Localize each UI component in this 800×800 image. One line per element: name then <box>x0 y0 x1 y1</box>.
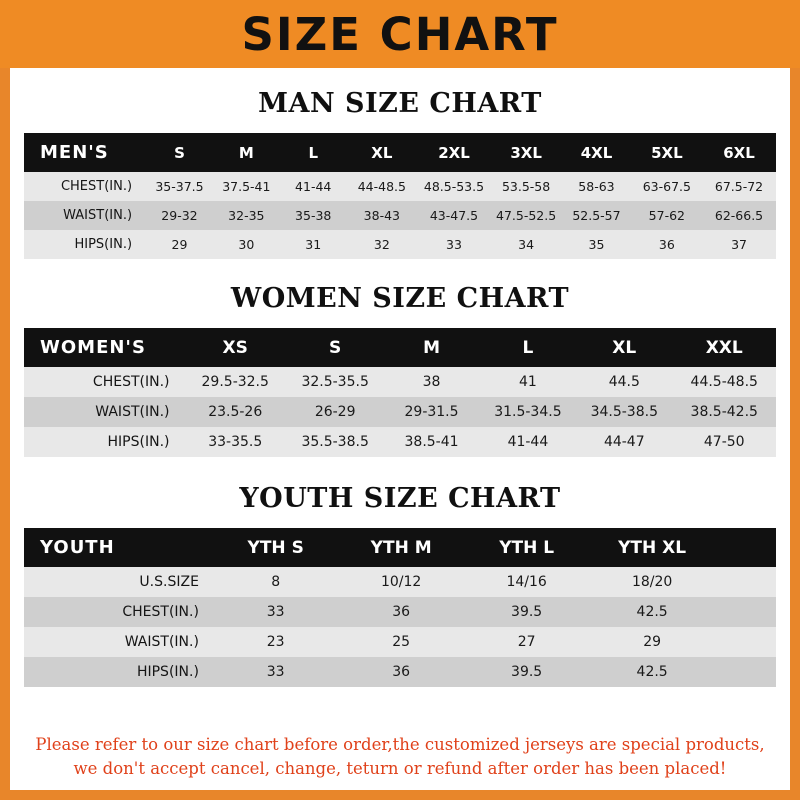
chart-content <box>10 68 790 723</box>
cell: 34 <box>518 237 535 252</box>
cell: 29-32 <box>161 208 198 223</box>
page-title: SIZE CHART <box>241 7 559 61</box>
cell: 41 <box>518 374 537 390</box>
cell: 33 <box>446 237 462 252</box>
cell: 47.5-52.5 <box>496 208 557 223</box>
women-table-header <box>24 328 776 367</box>
women-section-title: WOMEN SIZE CHART <box>230 283 570 314</box>
men-header-m: M <box>238 143 254 162</box>
cell: 38.5-42.5 <box>690 404 758 420</box>
cell: 30 <box>238 237 255 252</box>
cell: 38.5-41 <box>404 434 459 450</box>
cell: 31 <box>305 237 322 252</box>
cell: 42.5 <box>636 604 668 620</box>
cell: 57-62 <box>648 208 685 223</box>
women-header-xs: XS <box>222 337 248 358</box>
youth-header-label: YOUTH <box>40 537 115 558</box>
table-row <box>24 567 776 597</box>
cell: 32 <box>373 237 390 252</box>
women-header-s: S <box>329 337 342 358</box>
cell: 26-29 <box>314 404 356 420</box>
cell-spacer <box>715 597 776 627</box>
youth-table-body <box>24 567 776 687</box>
cell: 35-37.5 <box>155 179 204 194</box>
women-header-xl: XL <box>612 337 637 358</box>
women-header-l: L <box>522 337 534 358</box>
women-header-xxl: XXL <box>705 337 743 358</box>
row-label: HIPS(IN.) <box>107 434 170 450</box>
cell-spacer <box>715 627 776 657</box>
bottom-bar <box>0 790 800 800</box>
cell: 32-35 <box>228 208 265 223</box>
cell: 31.5-34.5 <box>494 404 562 420</box>
cell: 44-48.5 <box>357 179 406 194</box>
cell: 29 <box>171 237 188 252</box>
cell: 42.5 <box>636 664 668 680</box>
cell: 58-63 <box>578 179 615 194</box>
table-header-row <box>24 328 776 367</box>
table-row <box>24 597 776 627</box>
men-size-table <box>24 133 776 259</box>
cell: 29.5-32.5 <box>201 374 269 390</box>
cell: 38 <box>422 374 441 390</box>
footer-note <box>10 723 790 791</box>
cell: 37 <box>731 237 747 252</box>
row-label: U.S.SIZE <box>139 574 199 590</box>
table-header-row <box>24 133 776 172</box>
youth-header-spacer <box>715 528 776 567</box>
cell: 33-35.5 <box>208 434 263 450</box>
cell: 53.5-58 <box>501 179 551 194</box>
cell: 35 <box>588 237 605 252</box>
cell: 33 <box>266 604 285 620</box>
cell: 18/20 <box>631 574 673 590</box>
row-label: WAIST(IN.) <box>63 208 133 223</box>
women-header-label: WOMEN'S <box>40 337 146 358</box>
cell: 63-67.5 <box>642 179 691 194</box>
cell: 36 <box>392 664 411 680</box>
women-size-table <box>24 328 776 457</box>
row-label: CHEST(IN.) <box>92 374 170 390</box>
men-header-5xl: 5XL <box>651 143 683 162</box>
youth-header-ythM: YTH M <box>370 537 432 558</box>
cell-spacer <box>715 657 776 687</box>
cell: 23 <box>266 634 285 650</box>
footer-line-1: Please refer to our size chart before order,the customized jerseys are special products, <box>35 734 765 754</box>
men-header-label: MEN'S <box>40 142 109 163</box>
table-row <box>24 627 776 657</box>
row-label: HIPS(IN.) <box>74 237 133 252</box>
men-header-6xl: 6XL <box>723 143 755 162</box>
footer-line-2: we don't accept cancel, change, teturn or refund after order has been placed! <box>73 759 727 779</box>
row-label: CHEST(IN.) <box>60 179 133 194</box>
table-row <box>24 397 776 427</box>
cell: 29-31.5 <box>404 404 459 420</box>
cell: 33 <box>266 664 285 680</box>
cell: 41-44 <box>295 179 332 194</box>
youth-header-ythL: YTH L <box>499 537 555 558</box>
men-table-body <box>24 172 776 259</box>
cell: 39.5 <box>511 664 543 680</box>
men-header-2xl: 2XL <box>438 143 470 162</box>
cell: 35.5-38.5 <box>301 434 369 450</box>
cell: 27 <box>517 634 536 650</box>
cell: 39.5 <box>511 604 543 620</box>
men-header-3xl: 3XL <box>510 143 542 162</box>
youth-size-table <box>24 528 776 687</box>
men-header-l: L <box>308 143 318 162</box>
men-header-s: S <box>174 143 185 162</box>
youth-header-ythXL: YTH XL <box>618 537 687 558</box>
row-label: WAIST(IN.) <box>95 404 170 420</box>
men-header-xl: XL <box>371 143 393 162</box>
cell: 32.5-35.5 <box>301 374 369 390</box>
table-row <box>24 201 776 230</box>
row-label: HIPS(IN.) <box>136 664 199 680</box>
cell: 37.5-41 <box>222 179 271 194</box>
cell: 67.5-72 <box>714 179 764 194</box>
table-row <box>24 367 776 397</box>
row-label: WAIST(IN.) <box>124 634 199 650</box>
cell: 36 <box>658 237 675 252</box>
table-row <box>24 657 776 687</box>
row-label: CHEST(IN.) <box>122 604 199 620</box>
table-header-row <box>24 528 776 567</box>
cell: 35-38 <box>295 208 332 223</box>
cell: 44.5 <box>608 374 640 390</box>
youth-header-ythS: YTH S <box>247 537 304 558</box>
women-header-m: M <box>423 337 440 358</box>
cell: 44-47 <box>603 434 645 450</box>
youth-section-title: YOUTH SIZE CHART <box>239 483 561 514</box>
men-table-header <box>24 133 776 172</box>
cell-spacer <box>715 567 776 597</box>
cell: 25 <box>392 634 411 650</box>
cell: 44.5-48.5 <box>690 374 758 390</box>
cell: 29 <box>643 634 662 650</box>
cell: 23.5-26 <box>208 404 263 420</box>
men-header-4xl: 4XL <box>580 143 613 162</box>
cell: 14/16 <box>506 574 547 590</box>
cell: 48.5-53.5 <box>423 179 485 194</box>
cell: 41-44 <box>507 434 549 450</box>
cell: 62-66.5 <box>714 208 764 223</box>
table-row <box>24 427 776 457</box>
table-row <box>24 230 776 259</box>
youth-table-header <box>24 528 776 567</box>
cell: 36 <box>392 604 411 620</box>
cell: 52.5-57 <box>572 208 621 223</box>
cell: 47-50 <box>703 434 745 450</box>
cell: 10/12 <box>380 574 422 590</box>
cell: 38-43 <box>363 208 400 223</box>
table-row <box>24 172 776 201</box>
cell: 34.5-38.5 <box>590 404 658 420</box>
women-table-body <box>24 367 776 457</box>
cell: 8 <box>271 574 281 590</box>
header-banner <box>0 0 800 68</box>
man-section-title: MAN SIZE CHART <box>258 88 542 119</box>
cell: 43-47.5 <box>429 208 479 223</box>
